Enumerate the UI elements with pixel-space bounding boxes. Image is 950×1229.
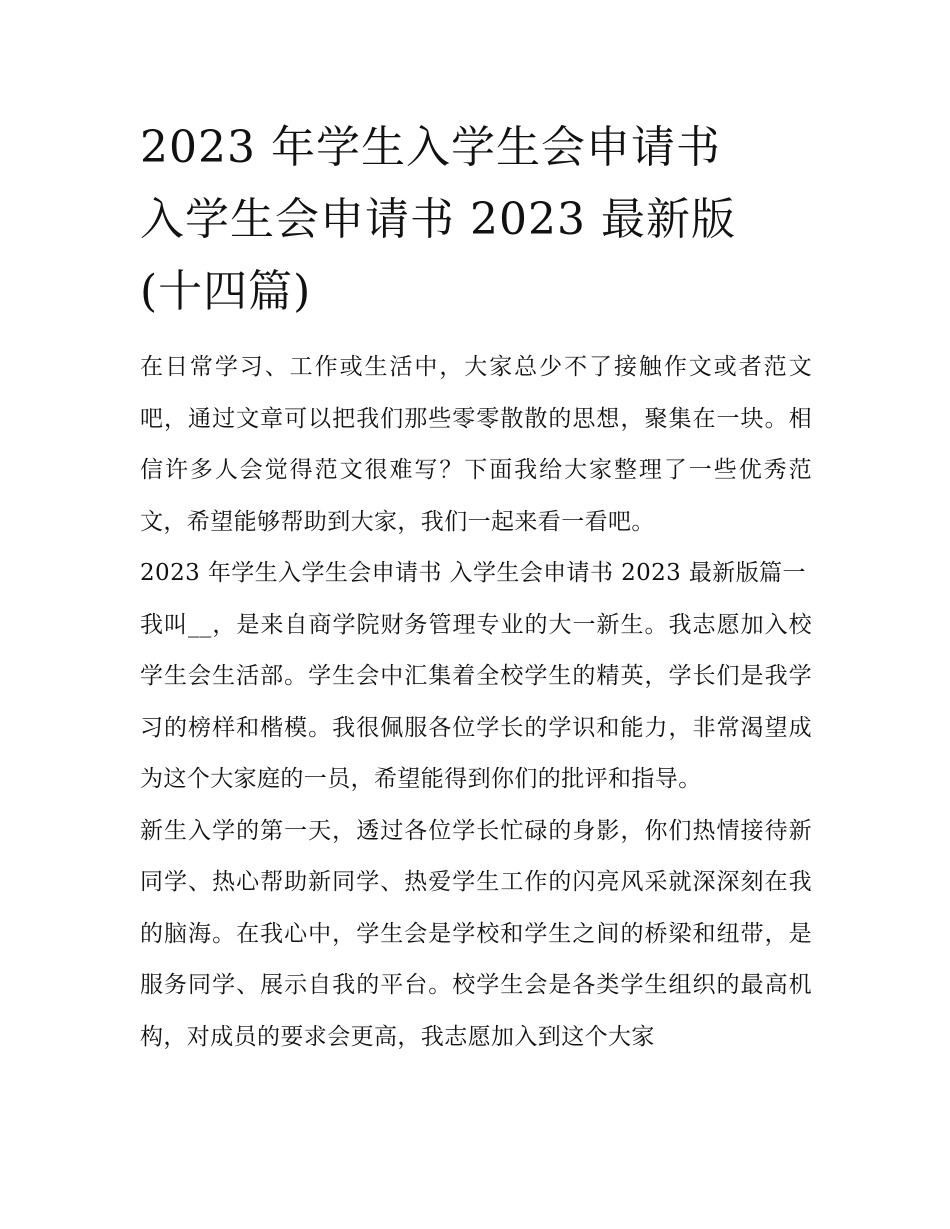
document-body <box>140 342 812 1063</box>
intro-paragraph: 在日常学习、工作或生活中，大家总少不了接触作文或者范文吧，通过文章可以把我们那些零零散散的思想，聚集在一块。相信许多人会觉得范文很难写？下面我给大家整理了一些优秀范文，希望能够帮助到大家，我们一起来看一看吧。 <box>140 354 812 535</box>
title-line-2: 入学生会申请书 2023 最新版 <box>140 194 736 245</box>
body-paragraph: 我叫__，是来自商学院财务管理专业的大一新生。我志愿加入校学生会生活部。学生会中汇集着全校学生的精英，学长们是我学习的榜样和楷模。我很佩服各位学长的学识和能力，非常渴望成为这个大家庭的一员，希望能得到你们的批评和指导。 <box>140 611 812 792</box>
document-page <box>140 112 812 1063</box>
section-heading: 2023 年学生入学生会申请书 入学生会申请书 2023 最新版篇一 <box>140 560 806 586</box>
title-line-3: (十四篇) <box>140 266 312 317</box>
document-title <box>140 112 812 328</box>
title-line-1: 2023 年学生入学生会申请书 <box>140 122 721 173</box>
body-paragraph: 新生入学的第一天，透过各位学长忙碌的身影，你们热情接待新同学、热心帮助新同学、热爱学生工作的闪亮风采就深深刻在我的脑海。在我心中，学生会是学校和学生之间的桥梁和纽带，是服务同学、展示自我的平台。校学生会是各类学生组织的最高机构，对成员的要求会更高，我志愿加入到这个大家 <box>140 817 812 1050</box>
